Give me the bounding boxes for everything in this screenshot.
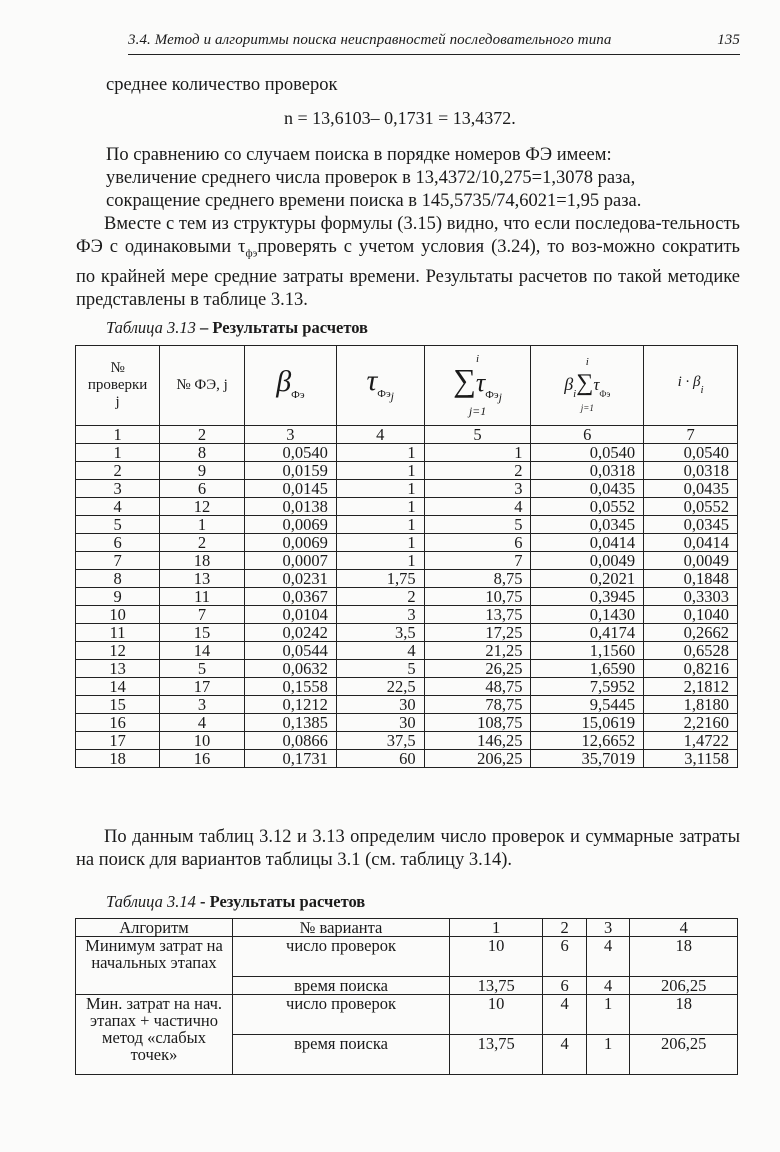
table-cell: 7 (76, 552, 160, 570)
header-sum-tau: i $\sum\tau_{Фэj}$ j=1 (424, 346, 531, 426)
paragraph-text-b: проверять с учетом условия (3.24), то воз-можно сократить по крайней мере средние затраты времени. Результаты расчетов по такой методике представлены в таблице 3.13. (76, 237, 740, 310)
table-cell: 0,0435 (644, 480, 738, 498)
table-cell: 78,75 (424, 696, 531, 714)
metric-label: число проверок (233, 937, 450, 977)
table-cell: 4 (543, 1035, 587, 1075)
table-cell: 0,8216 (644, 660, 738, 678)
table-row (76, 678, 738, 696)
table-cell: 18 (76, 750, 160, 768)
table-cell: 0,0318 (644, 462, 738, 480)
paragraph-comparison (106, 144, 746, 213)
table-cell: 0,1848 (644, 570, 738, 588)
table-cell: 3 (244, 426, 336, 444)
table-cell: 18 (630, 995, 738, 1035)
table-cell: 17 (76, 732, 160, 750)
table-cell: 0,1385 (244, 714, 336, 732)
formula-text: n = 13,6103– 0,1731 = 13,4372. (284, 108, 516, 128)
table-cell: 0,0544 (244, 642, 336, 660)
table-cell: 18 (160, 552, 245, 570)
caption-title: - Результаты расчетов (195, 892, 366, 911)
paragraph-structure (76, 213, 740, 312)
metric-label: время поиска (233, 977, 450, 995)
table-cell: 15 (76, 696, 160, 714)
table-row (76, 498, 738, 516)
table-cell: 4 (543, 995, 587, 1035)
table-row (76, 516, 738, 534)
table-cell: 8 (76, 570, 160, 588)
table-cell: 5 (424, 516, 531, 534)
header-variant-3: 3 (586, 919, 630, 937)
table-row (76, 606, 738, 624)
table-cell: 108,75 (424, 714, 531, 732)
table-cell: 0,0138 (244, 498, 336, 516)
table-cell: 26,25 (424, 660, 531, 678)
paragraph-summary: По данным таблиц 3.12 и 3.13 определим число проверок и суммарные затраты на поиск для вариантов таблицы 3.1 (см. таблицу 3.14). (76, 827, 740, 870)
table-cell: 12 (160, 498, 245, 516)
table-cell: 9 (76, 588, 160, 606)
table-cell: 1,75 (336, 570, 424, 588)
table-cell: 0,0345 (644, 516, 738, 534)
table-cell: 1 (76, 444, 160, 462)
table-cell: 3 (424, 480, 531, 498)
table-cell: 11 (160, 588, 245, 606)
table-cell: 12 (76, 642, 160, 660)
table-cell: 4 (336, 642, 424, 660)
paragraph-line: По сравнению со случаем поиска в порядке номеров ФЭ имеем: (106, 145, 612, 165)
table-cell: 1,6590 (531, 660, 644, 678)
table-cell: 0,0540 (644, 444, 738, 462)
table-row (76, 732, 738, 750)
table-cell: 8 (160, 444, 245, 462)
table-cell: 1 (586, 995, 630, 1035)
table-cell: 0,0049 (644, 552, 738, 570)
table-cell: 3 (336, 606, 424, 624)
header-tau: $\tau_{Фэj}$ (336, 346, 424, 426)
table-row (76, 937, 738, 977)
table-cell: 1 (336, 516, 424, 534)
table-cell: 4 (586, 977, 630, 995)
table-cell: 16 (76, 714, 160, 732)
table-cell: 2,2160 (644, 714, 738, 732)
header-beta-sum-tau: i $\beta_i\sum\tau_{Фэ}$ j=1 (531, 346, 644, 426)
table-cell: 1,1560 (531, 642, 644, 660)
table-cell: 7 (160, 606, 245, 624)
table-cell: 0,1731 (244, 750, 336, 768)
table-cell: 206,25 (630, 1035, 738, 1075)
table-cell: 3,5 (336, 624, 424, 642)
header-algorithm: Алгоритм (76, 919, 233, 937)
table-cell: 3 (76, 480, 160, 498)
algorithm-min-cost-weak-points: Мин. затрат на нач. этапах + частично метод «слабых точек» (76, 995, 233, 1075)
table-cell: 5 (424, 426, 531, 444)
table-row (76, 642, 738, 660)
algorithm-min-cost: Минимум затрат на начальных этапах (76, 937, 233, 995)
table-cell: 10 (450, 937, 543, 977)
table-cell: 1 (336, 480, 424, 498)
table-row (76, 624, 738, 642)
table-cell: 0,0069 (244, 516, 336, 534)
table-cell: 0,0367 (244, 588, 336, 606)
table-cell: 4 (586, 937, 630, 977)
column-index-row (76, 426, 738, 444)
table-cell: 4 (336, 426, 424, 444)
formula (284, 108, 516, 129)
table-cell: 0,0069 (244, 534, 336, 552)
header-variant-1: 1 (450, 919, 543, 937)
table-cell: 60 (336, 750, 424, 768)
table-row (76, 444, 738, 462)
table-cell: 6 (160, 480, 245, 498)
table-cell: 0,1430 (531, 606, 644, 624)
table-cell: 0,2662 (644, 624, 738, 642)
header-check-number: № проверки j (76, 346, 160, 426)
table-cell: 6 (543, 977, 587, 995)
table-cell: 0,0231 (244, 570, 336, 588)
results-table-3-13 (75, 345, 738, 768)
paragraph-text-a: Вместе с тем из структуры формулы (3.15) видно, что если последова-тельность ФЭ с одинаковыми τ (76, 214, 740, 257)
table-cell: 5 (160, 660, 245, 678)
table-cell: 2 (76, 462, 160, 480)
table-cell: 13,75 (424, 606, 531, 624)
table-cell: 0,6528 (644, 642, 738, 660)
table-row (76, 995, 738, 1035)
table-cell: 17 (160, 678, 245, 696)
table-cell: 14 (76, 678, 160, 696)
table-row (76, 588, 738, 606)
table-cell: 22,5 (336, 678, 424, 696)
header-variant-2: 2 (543, 919, 587, 937)
header-fe-number: № ФЭ, j (160, 346, 245, 426)
table-row (76, 570, 738, 588)
table-cell: 0,0552 (644, 498, 738, 516)
table-cell: 0,0345 (531, 516, 644, 534)
table-cell: 1,8180 (644, 696, 738, 714)
table-cell: 10 (450, 995, 543, 1035)
table-cell: 0,0242 (244, 624, 336, 642)
table-cell: 1 (160, 516, 245, 534)
table-cell: 30 (336, 714, 424, 732)
table-cell: 1 (336, 462, 424, 480)
table-cell: 0,4174 (531, 624, 644, 642)
table-cell: 206,25 (630, 977, 738, 995)
table-cell: 10 (160, 732, 245, 750)
table-cell: 0,0007 (244, 552, 336, 570)
table-cell: 0,0318 (531, 462, 644, 480)
table-cell: 1 (424, 444, 531, 462)
table-cell: 0,1558 (244, 678, 336, 696)
table-cell: 8,75 (424, 570, 531, 588)
caption-title: – Результаты расчетов (195, 318, 368, 337)
table-cell: 0,0104 (244, 606, 336, 624)
metric-label: время поиска (233, 1035, 450, 1075)
table-cell: 206,25 (424, 750, 531, 768)
table-cell: 2 (424, 462, 531, 480)
table-cell: 146,25 (424, 732, 531, 750)
table-row (76, 696, 738, 714)
table-cell: 9,5445 (531, 696, 644, 714)
header-variant: № варианта (233, 919, 450, 937)
table-row (76, 552, 738, 570)
table-cell: 15 (160, 624, 245, 642)
page-number: 135 (717, 32, 740, 48)
table-cell: 3 (160, 696, 245, 714)
table-cell: 10 (76, 606, 160, 624)
table-cell: 0,0866 (244, 732, 336, 750)
paragraph-line: сокращение среднего времени поиска в 145,5735/74,6021=1,95 раза. (106, 191, 642, 211)
caption-label: Таблица 3.14 (106, 892, 196, 911)
table-cell: 13 (160, 570, 245, 588)
table-cell: 0,0049 (531, 552, 644, 570)
header-beta: $\beta_{Фэ}$ (244, 346, 336, 426)
table-header-row (76, 919, 738, 937)
paragraph-line: увеличение среднего числа проверок в 13,4372/10,275=1,3078 раза, (106, 168, 636, 188)
table-cell: 0,0414 (644, 534, 738, 552)
header-variant-4: 4 (630, 919, 738, 937)
table-cell: 0,0145 (244, 480, 336, 498)
table-cell: 6 (76, 534, 160, 552)
table-row (76, 534, 738, 552)
table-row (76, 480, 738, 498)
table-cell: 1 (336, 498, 424, 516)
table-cell: 0,0632 (244, 660, 336, 678)
table-header-row (76, 346, 738, 426)
running-header (128, 32, 740, 55)
table-cell: 11 (76, 624, 160, 642)
table-cell: 7 (644, 426, 738, 444)
table-row (76, 714, 738, 732)
table-cell: 18 (630, 937, 738, 977)
table-cell: 0,3945 (531, 588, 644, 606)
table-cell: 3,1158 (644, 750, 738, 768)
table-cell: 1 (336, 444, 424, 462)
header-i-beta: $i \cdot \beta_i$ (644, 346, 738, 426)
table-cell: 2 (160, 426, 245, 444)
table-cell: 4 (424, 498, 531, 516)
table-cell: 2 (336, 588, 424, 606)
metric-label: число проверок (233, 995, 450, 1035)
tau-subscript: фэ (245, 247, 258, 260)
table-cell: 4 (76, 498, 160, 516)
table-cell: 1 (336, 552, 424, 570)
table-cell: 6 (543, 937, 587, 977)
table-cell: 0,0552 (531, 498, 644, 516)
table-cell: 48,75 (424, 678, 531, 696)
table-cell: 6 (424, 534, 531, 552)
table-cell: 0,2021 (531, 570, 644, 588)
table-cell: 0,0540 (244, 444, 336, 462)
table-cell: 35,7019 (531, 750, 644, 768)
table-cell: 7 (424, 552, 531, 570)
table-cell: 17,25 (424, 624, 531, 642)
table-cell: 14 (160, 642, 245, 660)
table-row (76, 750, 738, 768)
table-cell: 13,75 (450, 977, 543, 995)
table-cell: 21,25 (424, 642, 531, 660)
table-cell: 30 (336, 696, 424, 714)
table-cell: 1 (586, 1035, 630, 1075)
table-cell: 1 (76, 426, 160, 444)
table-cell: 13,75 (450, 1035, 543, 1075)
table-cell: 5 (76, 516, 160, 534)
table-cell: 10,75 (424, 588, 531, 606)
table-cell: 7,5952 (531, 678, 644, 696)
table-cell: 1,4722 (644, 732, 738, 750)
table-cell: 0,1040 (644, 606, 738, 624)
table-cell: 16 (160, 750, 245, 768)
table-cell: 4 (160, 714, 245, 732)
table-cell: 9 (160, 462, 245, 480)
table-cell: 0,0540 (531, 444, 644, 462)
caption-label: Таблица 3.13 (106, 318, 196, 337)
table-cell: 6 (531, 426, 644, 444)
table-cell: 15,0619 (531, 714, 644, 732)
table-cell: 5 (336, 660, 424, 678)
results-table-3-14 (75, 918, 738, 1075)
table-caption (106, 318, 368, 338)
table-cell: 37,5 (336, 732, 424, 750)
table-cell: 12,6652 (531, 732, 644, 750)
table-cell: 2 (160, 534, 245, 552)
table-cell: 1 (336, 534, 424, 552)
table-cell: 0,0414 (531, 534, 644, 552)
table-row (76, 462, 738, 480)
running-title: 3.4. Метод и алгоритмы поиска неисправностей последовательного типа (128, 32, 612, 48)
table-cell: 2,1812 (644, 678, 738, 696)
table-cell: 0,1212 (244, 696, 336, 714)
table-cell: 0,3303 (644, 588, 738, 606)
table-row (76, 660, 738, 678)
table-cell: 0,0159 (244, 462, 336, 480)
table-caption (106, 892, 365, 912)
table-body (76, 426, 738, 768)
table-cell: 13 (76, 660, 160, 678)
text-line: среднее количество проверок (106, 75, 338, 95)
table-cell: 0,0435 (531, 480, 644, 498)
